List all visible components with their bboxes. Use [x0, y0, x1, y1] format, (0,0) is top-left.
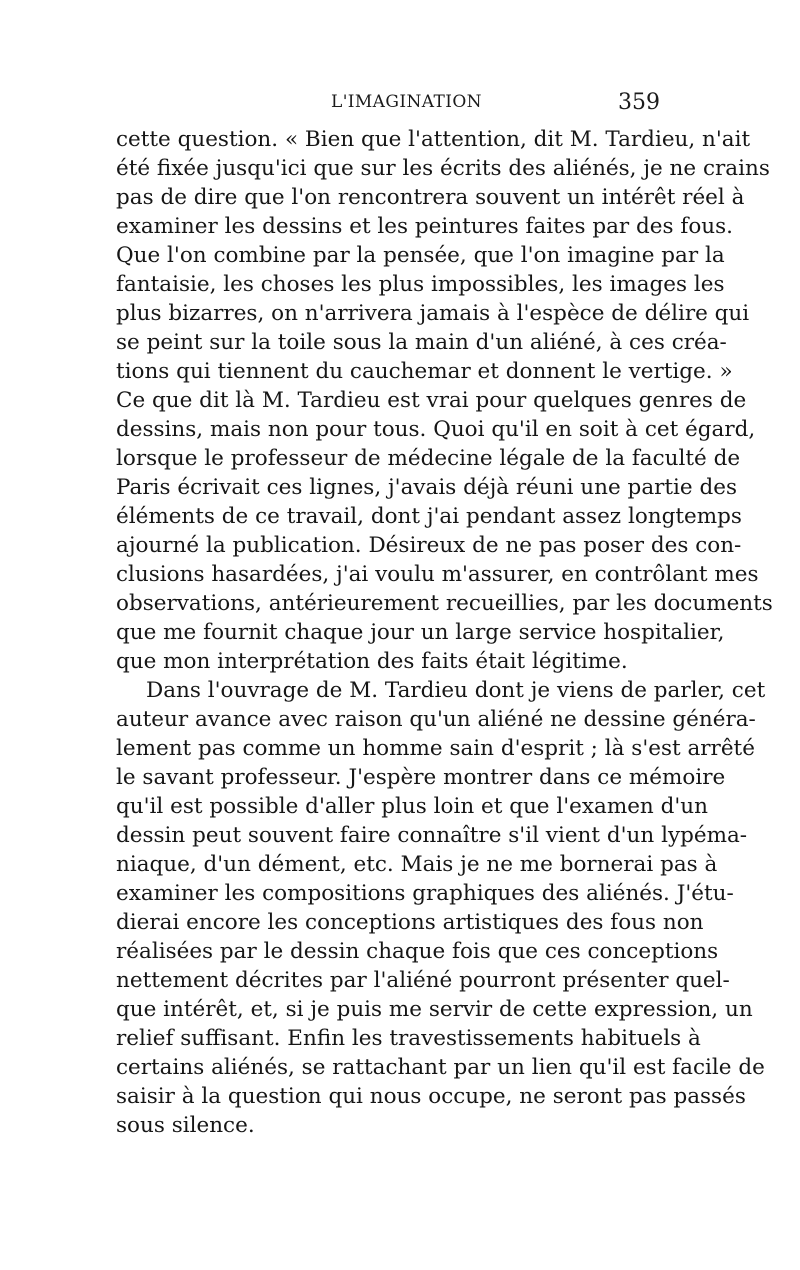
text-line: sous silence. [116, 1113, 255, 1138]
text-line: certains aliénés, se rattachant par un lien qu'il est facile de [116, 1055, 765, 1080]
text-line: dessin peut souvent faire connaître s'il vient d'un lypéma- [116, 823, 748, 848]
text-line: Dans l'ouvrage de M. Tardieu dont je viens de parler, cet [146, 678, 766, 703]
running-title: L'IMAGINATION [331, 92, 482, 112]
text-line: fantaisie, les choses les plus impossibles, les images les [116, 272, 725, 297]
text-line: lement pas comme un homme sain d'esprit ; là s'est arrêté [116, 736, 755, 761]
text-line: examiner les compositions graphiques des aliénés. J'étu- [116, 881, 734, 906]
page-number: 359 [618, 90, 660, 115]
text-line: clusions hasardées, j'ai voulu m'assurer, en contrôlant mes [116, 562, 759, 587]
text-line: pas de dire que l'on rencontrera souvent un intérêt réel à [116, 185, 745, 210]
text-line: le savant professeur. J'espère montrer dans ce mémoire [116, 765, 726, 790]
text-line: dessins, mais non pour tous. Quoi qu'il en soit à cet égard, [116, 417, 756, 442]
text-line: que intérêt, et, si je puis me servir de cette expression, un [116, 997, 753, 1022]
text-line: observations, antérieurement recueillies, par les documents [116, 591, 773, 616]
running-head [0, 92, 800, 122]
text-line: éléments de ce travail, dont j'ai pendant assez longtemps [116, 504, 742, 529]
text-line: été fixée jusqu'ici que sur les écrits des aliénés, je ne crains [116, 156, 770, 181]
text-line: que me fournit chaque jour un large service hospitalier, [116, 620, 725, 645]
text-line: auteur avance avec raison qu'un aliéné ne dessine généra- [116, 707, 756, 732]
body-text [116, 124, 773, 1154]
text-line: niaque, d'un dément, etc. Mais je ne me bornerai pas à [116, 852, 718, 877]
text-line: nettement décrites par l'aliéné pourront présenter quel- [116, 968, 730, 993]
text-line: dierai encore les conceptions artistiques des fous non [116, 910, 704, 935]
text-line: réalisées par le dessin chaque fois que ces conceptions [116, 939, 719, 964]
text-line: Paris écrivait ces lignes, j'avais déjà réuni une partie des [116, 475, 738, 500]
text-line: relief suffisant. Enfin les travestissements habituels à [116, 1026, 701, 1051]
text-line: ajourné la publication. Désireux de ne pas poser des con- [116, 533, 742, 558]
text-line: tions qui tiennent du cauchemar et donnent le vertige. » [116, 359, 733, 384]
text-line: qu'il est possible d'aller plus loin et que l'examen d'un [116, 794, 708, 819]
text-line: que mon interprétation des faits était légitime. [116, 649, 628, 674]
text-line: se peint sur la toile sous la main d'un aliéné, à ces créa- [116, 330, 727, 355]
text-line: lorsque le professeur de médecine légale de la faculté de [116, 446, 741, 471]
text-line: Ce que dit là M. Tardieu est vrai pour quelques genres de [116, 388, 747, 413]
text-line: cette question. « Bien que l'attention, dit M. Tardieu, n'ait [116, 127, 751, 152]
text-line: Que l'on combine par la pensée, que l'on imagine par la [116, 243, 725, 268]
text-line: plus bizarres, on n'arrivera jamais à l'espèce de délire qui [116, 301, 750, 326]
text-line: examiner les dessins et les peintures faites par des fous. [116, 214, 734, 239]
text-line: saisir à la question qui nous occupe, ne seront pas passés [116, 1084, 746, 1109]
